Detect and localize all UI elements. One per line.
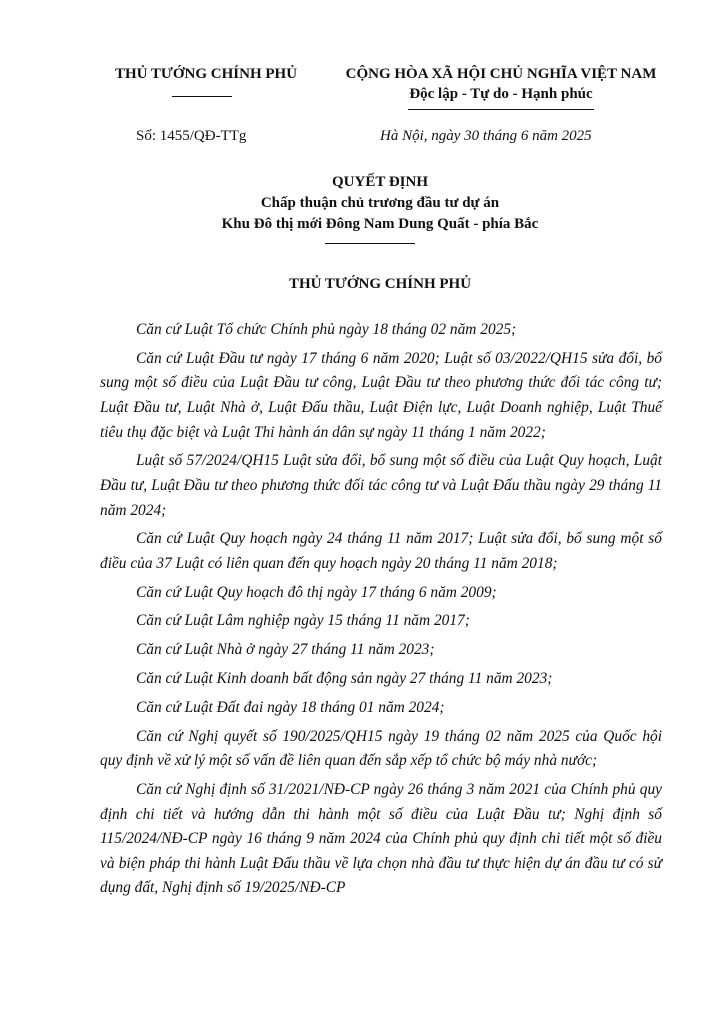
title-underline	[325, 243, 415, 244]
decision-subtitle-line2: Khu Đô thị mới Đông Nam Dung Quất - phía Bắc	[221, 216, 539, 232]
legal-basis-paragraph: Căn cứ Luật Nhà ở ngày 27 tháng 11 năm 2023;	[136, 641, 435, 659]
legal-basis-paragraph: Căn cứ Luật Lâm nghiệp ngày 15 tháng 11 năm 2017;	[136, 612, 470, 630]
issuing-agency: THỦ TƯỚNG CHÍNH PHỦ	[114, 66, 298, 82]
issuer-heading: THỦ TƯỚNG CHÍNH PHỦ	[288, 276, 472, 292]
agency-underline	[172, 96, 232, 97]
decision-subtitle-line1: Chấp thuận chủ trương đầu tư dự án	[260, 195, 500, 211]
legal-basis-paragraph: Luật số 57/2024/QH15 Luật sửa đổi, bổ sung một số điều của Luật Quy hoạch, Luật Đầu tư, Luật Đầu tư theo phương thức đối tác công tư và Luật Đấu thầu ngày 29 tháng 11 năm 2024;	[100, 452, 662, 519]
legal-basis-paragraph: Căn cứ Luật Đất đai ngày 18 tháng 01 năm 2024;	[136, 698, 445, 716]
legal-basis-section	[100, 318, 662, 905]
motto-underline	[408, 109, 594, 110]
legal-basis-paragraph: Căn cứ Luật Đầu tư ngày 17 tháng 6 năm 2020; Luật số 03/2022/QH15 sửa đổi, bổ sung một số điều của Luật Đầu tư công, Luật Đầu tư theo phương thức đối tác công tư; Luật Đầu tư, Luật Nhà ở, Luật Đấu thầu, Luật Điện lực, Luật Doanh nghiệp, Luật Thuế tiêu thụ đặc biệt và Luật Thi hành án dân sự ngày 11 tháng 1 năm 2022;	[100, 349, 662, 441]
legal-basis-paragraph: Căn cứ Luật Tổ chức Chính phủ ngày 18 tháng 02 năm 2025;	[136, 321, 517, 338]
legal-basis-paragraph: Căn cứ Nghị định số 31/2021/NĐ-CP ngày 26 tháng 3 năm 2021 của Chính phủ quy định chi tiết và hướng dẫn thi hành một số điều của Luật Đầu tư; Nghị định số 115/2024/NĐ-CP ngày 16 tháng 9 năm 2024 của Chính phủ quy định chi tiết một số điều và biện pháp thi hành Luật Đấu thầu về lựa chọn nhà đầu tư thực hiện dự án đầu tư có sử dụng đất, Nghị định số 19/2025/NĐ-CP	[100, 780, 662, 897]
place-and-date: Hà Nội, ngày 30 tháng 6 năm 2025	[380, 128, 592, 144]
legal-basis-paragraph: Căn cứ Luật Quy hoạch ngày 24 tháng 11 năm 2017; Luật sửa đổi, bổ sung một số điều của 37 Luật có liên quan đến quy hoạch ngày 20 tháng 11 năm 2018;	[100, 530, 662, 572]
legal-basis-paragraph: Căn cứ Nghị quyết số 190/2025/QH15 ngày 19 tháng 02 năm 2025 của Quốc hội quy định về xử lý một số vấn đề liên quan đến sắp xếp tổ chức bộ máy nhà nước;	[100, 727, 662, 770]
document-number: Số: 1455/QĐ-TTg	[136, 128, 247, 144]
legal-basis-paragraph: Căn cứ Luật Quy hoạch đô thị ngày 17 tháng 6 năm 2009;	[136, 583, 497, 601]
legal-basis-paragraph: Căn cứ Luật Kinh doanh bất động sản ngày 27 tháng 11 năm 2023;	[136, 670, 553, 688]
country-name: CỘNG HÒA XÃ HỘI CHỦ NGHĨA VIỆT NAM	[345, 66, 657, 82]
national-motto: Độc lập - Tự do - Hạnh phúc	[409, 86, 593, 102]
decision-title: QUYẾT ĐỊNH	[332, 174, 428, 190]
